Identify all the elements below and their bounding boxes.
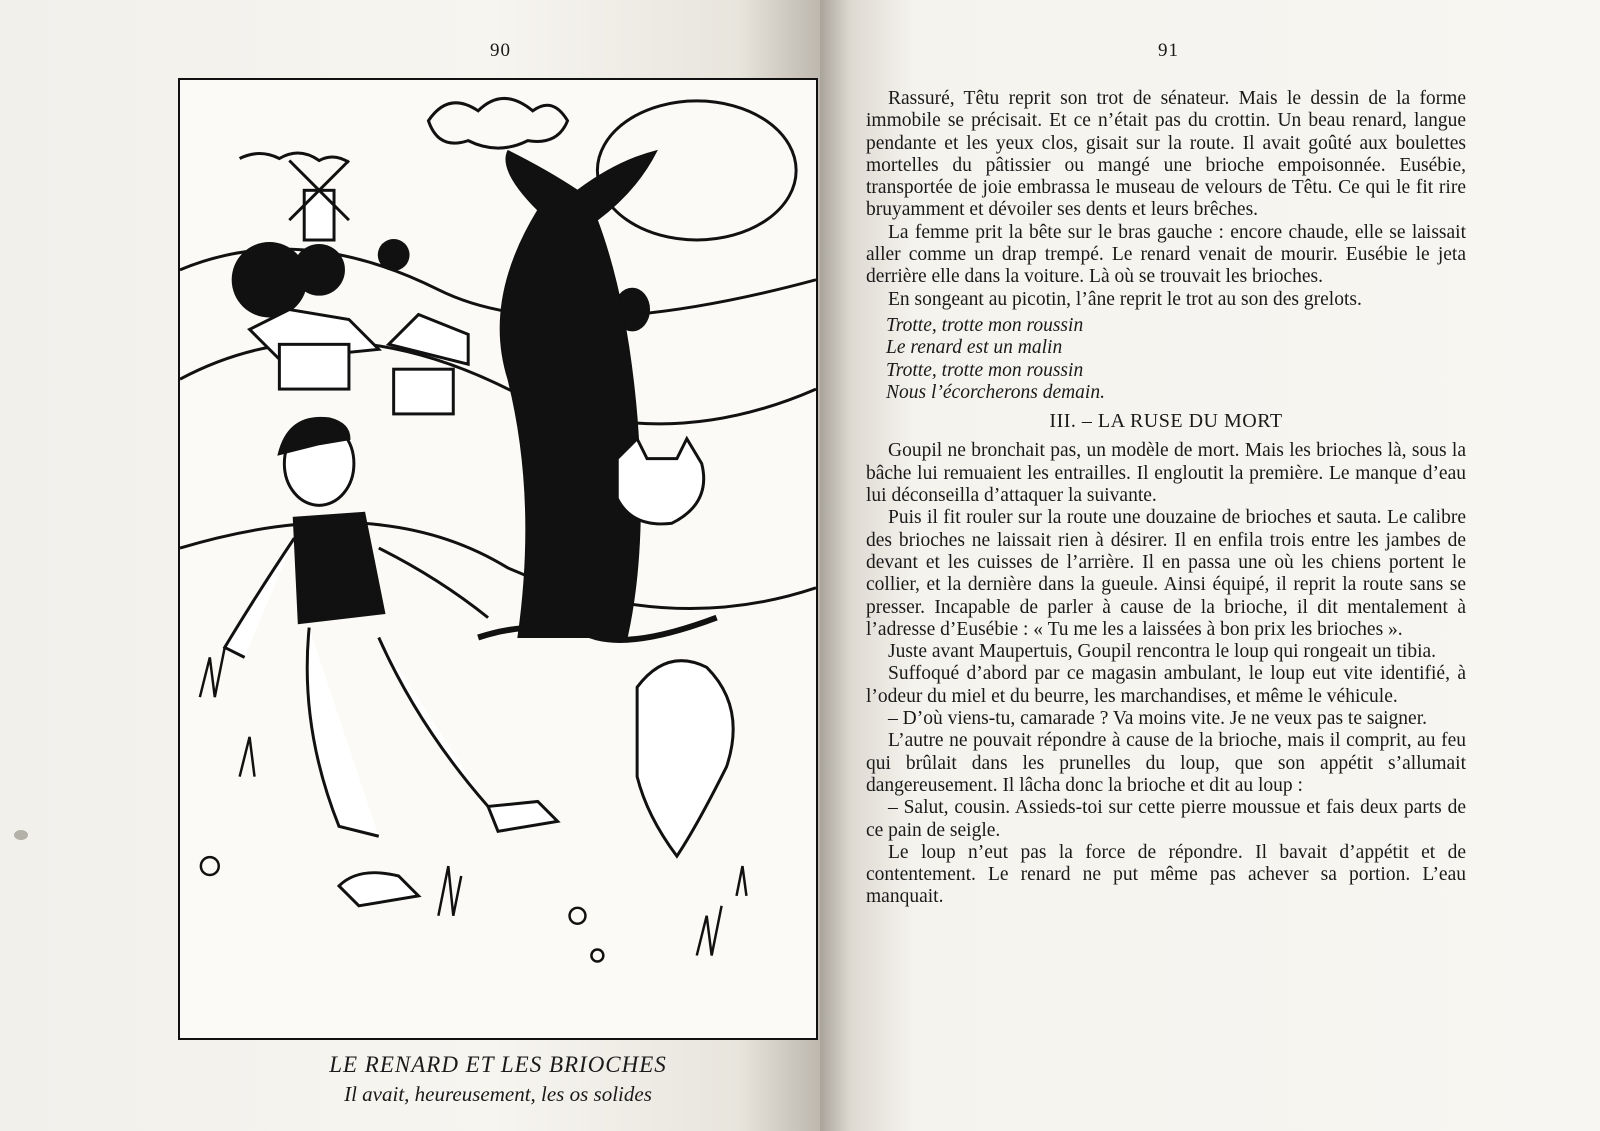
windmill-tower	[304, 190, 334, 240]
page-number-right: 91	[1158, 40, 1179, 61]
verse-line: Le renard est un malin	[886, 337, 1063, 359]
verse-line: Trotte, trotte mon roussin	[886, 314, 1084, 336]
bush-3	[378, 239, 410, 271]
illustration-drawing	[180, 80, 816, 1038]
illustration-caption-subtitle: Il avait, heureusement, les os solides	[344, 1082, 652, 1106]
paragraph: En songeant au picotin, l’âne reprit le trot au son des grelots.	[888, 288, 1362, 310]
body-text	[866, 88, 1466, 909]
paragraph: Le loup n’eut pas la force de répondre. Il bavait d’appétit et de contentement. Le renard ne put même pas achever sa portion. L’eau manquait.	[866, 841, 1466, 908]
chapter-heading: III. – LA RUSE DU MORT	[1049, 410, 1283, 433]
verse-block	[886, 315, 1466, 404]
house-wall-1	[279, 344, 349, 389]
right-page	[820, 0, 1600, 1131]
dialogue-paragraph: – Salut, cousin. Assieds-toi sur cette pierre moussue et fais deux parts de ce pain de seigle.	[866, 797, 1466, 841]
illustration-caption-title: LE RENARD ET LES BRIOCHES	[329, 1052, 667, 1077]
paper-speck	[14, 830, 28, 840]
verse-line: Nous l’écorcherons demain.	[886, 381, 1105, 403]
dialogue-paragraph: – D’où viens-tu, camarade ? Va moins vite. Je ne veux pas te saigner.	[888, 708, 1427, 730]
paragraph: Goupil ne bronchait pas, un modèle de mort. Mais les brioches là, sous la bâche lui remuaient les entrailles. Il engloutit la première. Le manque d’eau lui déconseilla d’attaquer la suivante.	[866, 440, 1466, 507]
paragraph: Puis il fit rouler sur la route une douzaine de brioches et sauta. Le calibre des brioches ne laissait rien à désirer. Il en enfila trois entre les jambes de devant et les cuisses de l’arrière. Il en passa une où les chiens portent le collier, et la dernière dans la gueule. Ainsi équipé, il reprit la route sans se presser. Incapable de parler à cause de la brioche, il dit mentalement à l’adresse d’Eusébie : « Tu me les a laissées à bon prix les brioches ».	[866, 507, 1466, 640]
illustration-background	[180, 81, 816, 1037]
paragraph: L’autre ne pouvait répondre à cause de la brioche, mais il comprit, au feu qui brûlait dans les prunelles du loup, que son appétit s’allumait dangereusement. Il lâcha donc la brioche et dit au loup :	[866, 730, 1466, 796]
paragraph: Rassuré, Têtu reprit son trot de sénateur. Mais le dessin de la forme immobile se précisait. Et ce n’était pas du crottin. Un beau renard, langue pendante et les yeux clos, gisait sur la route. Il avait goûté aux boulettes mortelles du pâtissier ou mangé une brioche empoisonnée. Eusébie, transportée de joie embrassa le museau de velours de Têtu. Ce qui le fit rire bruyamment et dévoiler ses dents et leurs brêches.	[866, 88, 1466, 221]
paragraph: La femme prit la bête sur le bras gauche : encore chaude, elle se laissait aller comme un drap trempé. Le renard venait de mourir. Eusébie le jeta derrière elle dans la voiture. Là où se trouvait les brioches.	[866, 221, 1466, 288]
paragraph: Juste avant Maupertuis, Goupil rencontra le loup qui rongeait un tibia.	[888, 641, 1437, 663]
house-wall-2	[394, 369, 454, 414]
paragraph: Suffoqué d’abord par ce magasin ambulant, le loup eut vite identifié, à l’odeur du miel et du beurre, les marchandises, et même le véhicule.	[866, 663, 1466, 707]
page-number-left: 90	[490, 40, 511, 61]
verse-line: Trotte, trotte mon roussin	[886, 359, 1084, 381]
illustration-frame	[178, 78, 818, 1040]
bush-2	[293, 244, 345, 296]
